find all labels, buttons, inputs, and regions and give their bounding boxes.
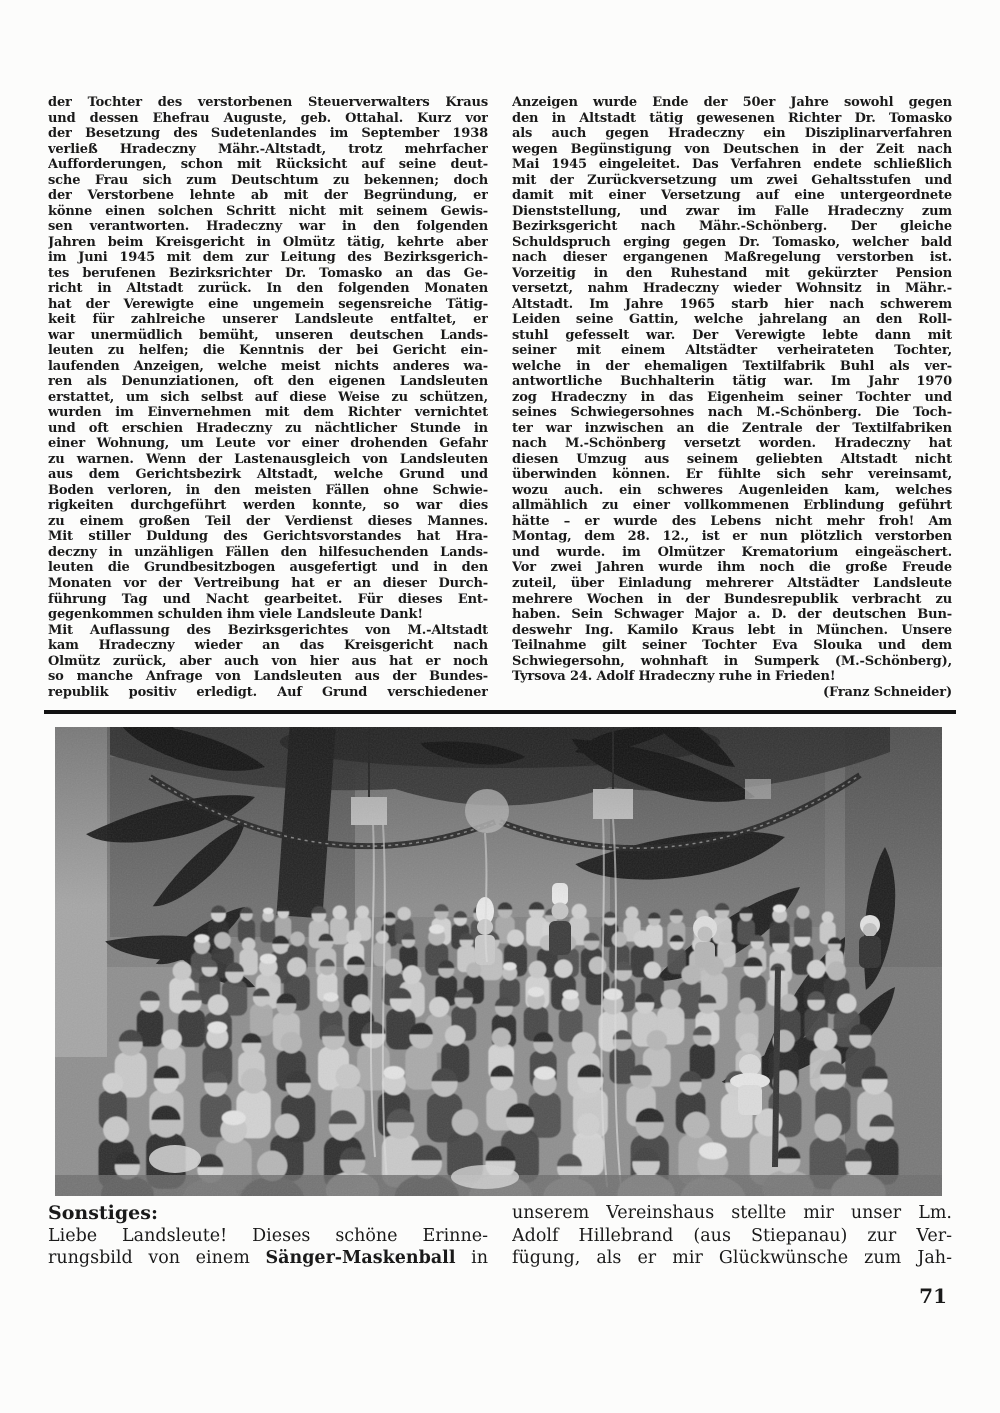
text-line: Montag, dem 28. 12., ist er nun plötzlich verstorben xyxy=(512,529,952,545)
text-line: Olmütz zurück, aber auch von hier aus hat er noch xyxy=(48,653,488,669)
text-line: und wurde. im Olmützer Krematorium eingeäschert. xyxy=(512,544,952,560)
text-line xyxy=(48,1247,488,1270)
text-line: als auch gegen Hradeczny ein Disziplinarverfahren xyxy=(512,126,952,142)
text-line: (Franz Schneider) xyxy=(822,684,952,700)
text-line: und oft erschien Hradeczny zu nächtlicher Stunde in xyxy=(48,420,488,436)
text-line: diesen Umzug aus seinem geliebten Altstadt nicht xyxy=(512,451,952,467)
text-line: leuten die Grundbesitzbogen ausgefertigt und in den xyxy=(48,560,488,576)
text-line: seines Schwiegersohnes nach M.-Schönberg. Die Toch- xyxy=(512,405,952,421)
text-line: deczny in unzähligen Fällen den hilfesuchenden Lands- xyxy=(48,544,488,560)
text-line: hätte – er wurde des Lebens nicht mehr froh! Am xyxy=(512,513,952,529)
text-line: Aufforderungen, schon mit Rücksicht auf seine deut- xyxy=(48,157,488,173)
text-line: Bezirksgericht nach Mähr.-Schönberg. Der gleiche xyxy=(512,219,952,235)
text-line: Teilnahme gilt seiner Tochter Eva Slouka und dem xyxy=(512,638,952,654)
text-line xyxy=(48,1225,488,1248)
maskenball-photo xyxy=(55,727,942,1196)
text-line: aus dem Gerichtsbezirk Altstadt, welche Grund und xyxy=(48,467,488,483)
text-line: Boden verloren, in den meisten Fällen ohne Schwie- xyxy=(48,482,488,498)
maskenball-photo-canvas xyxy=(55,727,942,1196)
halftone-grain-overlay xyxy=(55,727,942,1196)
text-line: nach dieser ergangenen Maßregelung verstorben ist. xyxy=(512,250,952,266)
text-segment: in xyxy=(455,1248,488,1269)
text-line: antwortliche Buchhalterin tätig war. Im Jahr 1970 xyxy=(512,374,952,390)
text-line: Jahren beim Kreisgericht in Olmütz tätig, kehrte aber xyxy=(48,234,488,250)
text-line: sche Frau sich zum Deutschtum zu bekennen; doch xyxy=(48,172,488,188)
text-line: welche in der ehemaligen Textilfabrik Buhl als ver- xyxy=(512,358,952,374)
text-line: richt in Altstadt zurück. In den folgenden Monaten xyxy=(48,281,488,297)
sonstiges-heading: Sonstiges: xyxy=(48,1202,158,1224)
text-line: Tyrsova 24. Adolf Hradeczny ruhe in Frieden! xyxy=(512,669,836,685)
text-line: rigkeiten durchgeführt werden konnte, so war dies xyxy=(48,498,488,514)
text-line: Vorzeitig in den Ruhestand mit gekürzter Pension xyxy=(512,265,952,281)
text-line: im Juni 1945 mit dem zur Leitung des Bezirksgerich- xyxy=(48,250,488,266)
text-line: kam Hradeczny wieder an das Kreisgericht nach xyxy=(48,638,488,654)
text-line: zuteil, über Einladung mehrerer Altstädter Landsleute xyxy=(512,575,952,591)
text-line: Mit stiller Duldung des Gerichtsvorstandes hat Hra- xyxy=(48,529,488,545)
text-line: erstattet, um sich selbst auf diese Weise zu schützen, xyxy=(48,389,488,405)
text-line: leuten zu helfen; die Kenntnis der bei Gericht ein- xyxy=(48,343,488,359)
sonstiges-column-left xyxy=(48,1202,488,1270)
text-line: republik positiv erledigt. Auf Grund verschiedener xyxy=(48,684,488,700)
text-line: Anzeigen wurde Ende der 50er Jahre sowohl gegen xyxy=(512,95,952,110)
text-line: Adolf Hillebrand (aus Stiepanau) zur Ver- xyxy=(512,1225,952,1246)
text-line: Mai 1945 eingeleitet. Das Verfahren endete schließlich xyxy=(512,157,952,173)
text-line: allmählich zu einer vollkommenen Erblindung geführt xyxy=(512,498,952,514)
text-line: keit für zahlreiche unserer Landsleute entfaltet, er xyxy=(48,312,488,328)
text-line: nach M.-Schönberg versetzt worden. Hradeczny hat xyxy=(512,436,952,452)
text-line: der Besetzung des Sudetenlandes im September 1938 xyxy=(48,126,488,142)
sonstiges-column-right xyxy=(512,1202,952,1270)
text-line: zog Hradeczny in das Eigenheim seiner Tochter und xyxy=(512,389,952,405)
text-segment: rungsbild von einem xyxy=(48,1248,266,1269)
text-line: deswehr Ing. Kamilo Kraus lebt in München. Unsere xyxy=(512,622,952,638)
text-line: wozu auch. ein schweres Augenleiden kam, welches xyxy=(512,482,952,498)
text-line: so manche Anfrage von Landsleuten aus der Bundes- xyxy=(48,669,488,685)
text-line: versetzt, nahm Hradeczny wieder Wohnsitz in Mähr.- xyxy=(512,281,952,297)
text-line: fügung, als er mir Glückwünsche zum Jah- xyxy=(512,1248,952,1269)
text-line: ren als Denunziationen, oft den eigenen Landsleuten xyxy=(48,374,488,390)
text-line: tes berufenen Bezirksrichter Dr. Tomasko an das Ge- xyxy=(48,265,488,281)
text-line: verließ Hradeczny Mähr.-Altstadt, trotz mehrfacher xyxy=(48,141,488,157)
text-line: ter war inzwischen an die Zentrale der Textilfabriken xyxy=(512,420,952,436)
text-line: einer Wohnung, um Leute vor einer drohenden Gefahr xyxy=(48,436,488,452)
text-line: Schuldspruch erging gegen Dr. Tomasko, welcher bald xyxy=(512,234,952,250)
text-line: Schwiegersohn, wohnhaft in Sumperk (M.-Schönberg), xyxy=(512,653,952,669)
text-line: Dienststellung, und zwar im Falle Hradeczny zum xyxy=(512,203,952,219)
text-line: damit mit einer Versetzung auf eine untergeordnete xyxy=(512,188,952,204)
text-line: war unermüdlich bemüht, unseren deutschen Lands- xyxy=(48,327,488,343)
text-line: mit der Zurückversetzung um zwei Gehaltsstufen und xyxy=(512,172,952,188)
text-line: überwinden können. Er fühlte sich sehr vereinsamt, xyxy=(512,467,952,483)
text-line: der Verstorbene lehnte ab mit der Begründung, er xyxy=(48,188,488,204)
text-line: könne einen solchen Schritt nicht mit seinem Gewis- xyxy=(48,203,488,219)
text-line: hat der Verewigte eine ungemein segensreiche Tätig- xyxy=(48,296,488,312)
text-line: Altstadt. Im Jahre 1965 starb hier nach schwerem xyxy=(512,296,952,312)
text-line: laufenden Anzeigen, welche meist nichts anderes wa- xyxy=(48,358,488,374)
sonstiges-left-lines xyxy=(48,1225,488,1270)
text-line: Vor zwei Jahren wurde ihm noch die große Freude xyxy=(512,560,952,576)
text-line: führung Tag und Nacht gearbeitet. Für dieses Ent- xyxy=(48,591,488,607)
article-column-right xyxy=(512,95,952,700)
text-line: zu einem großen Teil der Verdienst dieses Mannes. xyxy=(48,513,488,529)
text-line: wurden im Einvernehmen mit dem Richter vernichtet xyxy=(48,405,488,421)
text-line: haben. Sein Schwager Major a. D. der deutschen Bun- xyxy=(512,607,952,623)
text-line: zu warnen. Wenn der Lastenausgleich von Landsleuten xyxy=(48,451,488,467)
text-line: Mit Auflassung des Bezirksgerichtes von M.-Altstadt xyxy=(48,622,488,638)
text-line: gegenkommen schulden ihm viele Landsleute Dank! xyxy=(48,607,423,623)
text-line: Monaten vor der Vertreibung hat er an dieser Durch- xyxy=(48,575,488,591)
section-divider-rule xyxy=(44,710,956,714)
text-line: stuhl gefesselt war. Der Verewigte lebte dann mit xyxy=(512,327,952,343)
text-line: Leiden seine Gattin, welche jahrelang an den Roll- xyxy=(512,312,952,328)
text-line: und dessen Ehefrau Auguste, geb. Ottahal. Kurz vor xyxy=(48,110,488,126)
text-line: sen verantworten. Hradeczny war in den folgenden xyxy=(48,219,488,235)
text-line: der Tochter des verstorbenen Steuerverwalters Kraus xyxy=(48,95,488,110)
bold-text-segment: Sänger-Maskenball xyxy=(265,1248,456,1269)
text-segment: Liebe Landsleute! Dieses schöne Erinne- xyxy=(48,1225,488,1246)
text-line: seiner mit einem Altstädter verheirateten Tochter, xyxy=(512,343,952,359)
article-column-left xyxy=(48,95,488,700)
text-line: den in Altstadt tätig gewesenen Richter Dr. Tomasko xyxy=(512,110,952,126)
text-line: mehrere Wochen in der Bundesrepublik verbracht zu xyxy=(512,591,952,607)
text-line: unserem Vereinshaus stellte mir unser Lm. xyxy=(512,1203,952,1223)
text-line: wegen Begünstigung von Deutschen in der Zeit nach xyxy=(512,141,952,157)
page-number: 71 xyxy=(919,1284,947,1308)
